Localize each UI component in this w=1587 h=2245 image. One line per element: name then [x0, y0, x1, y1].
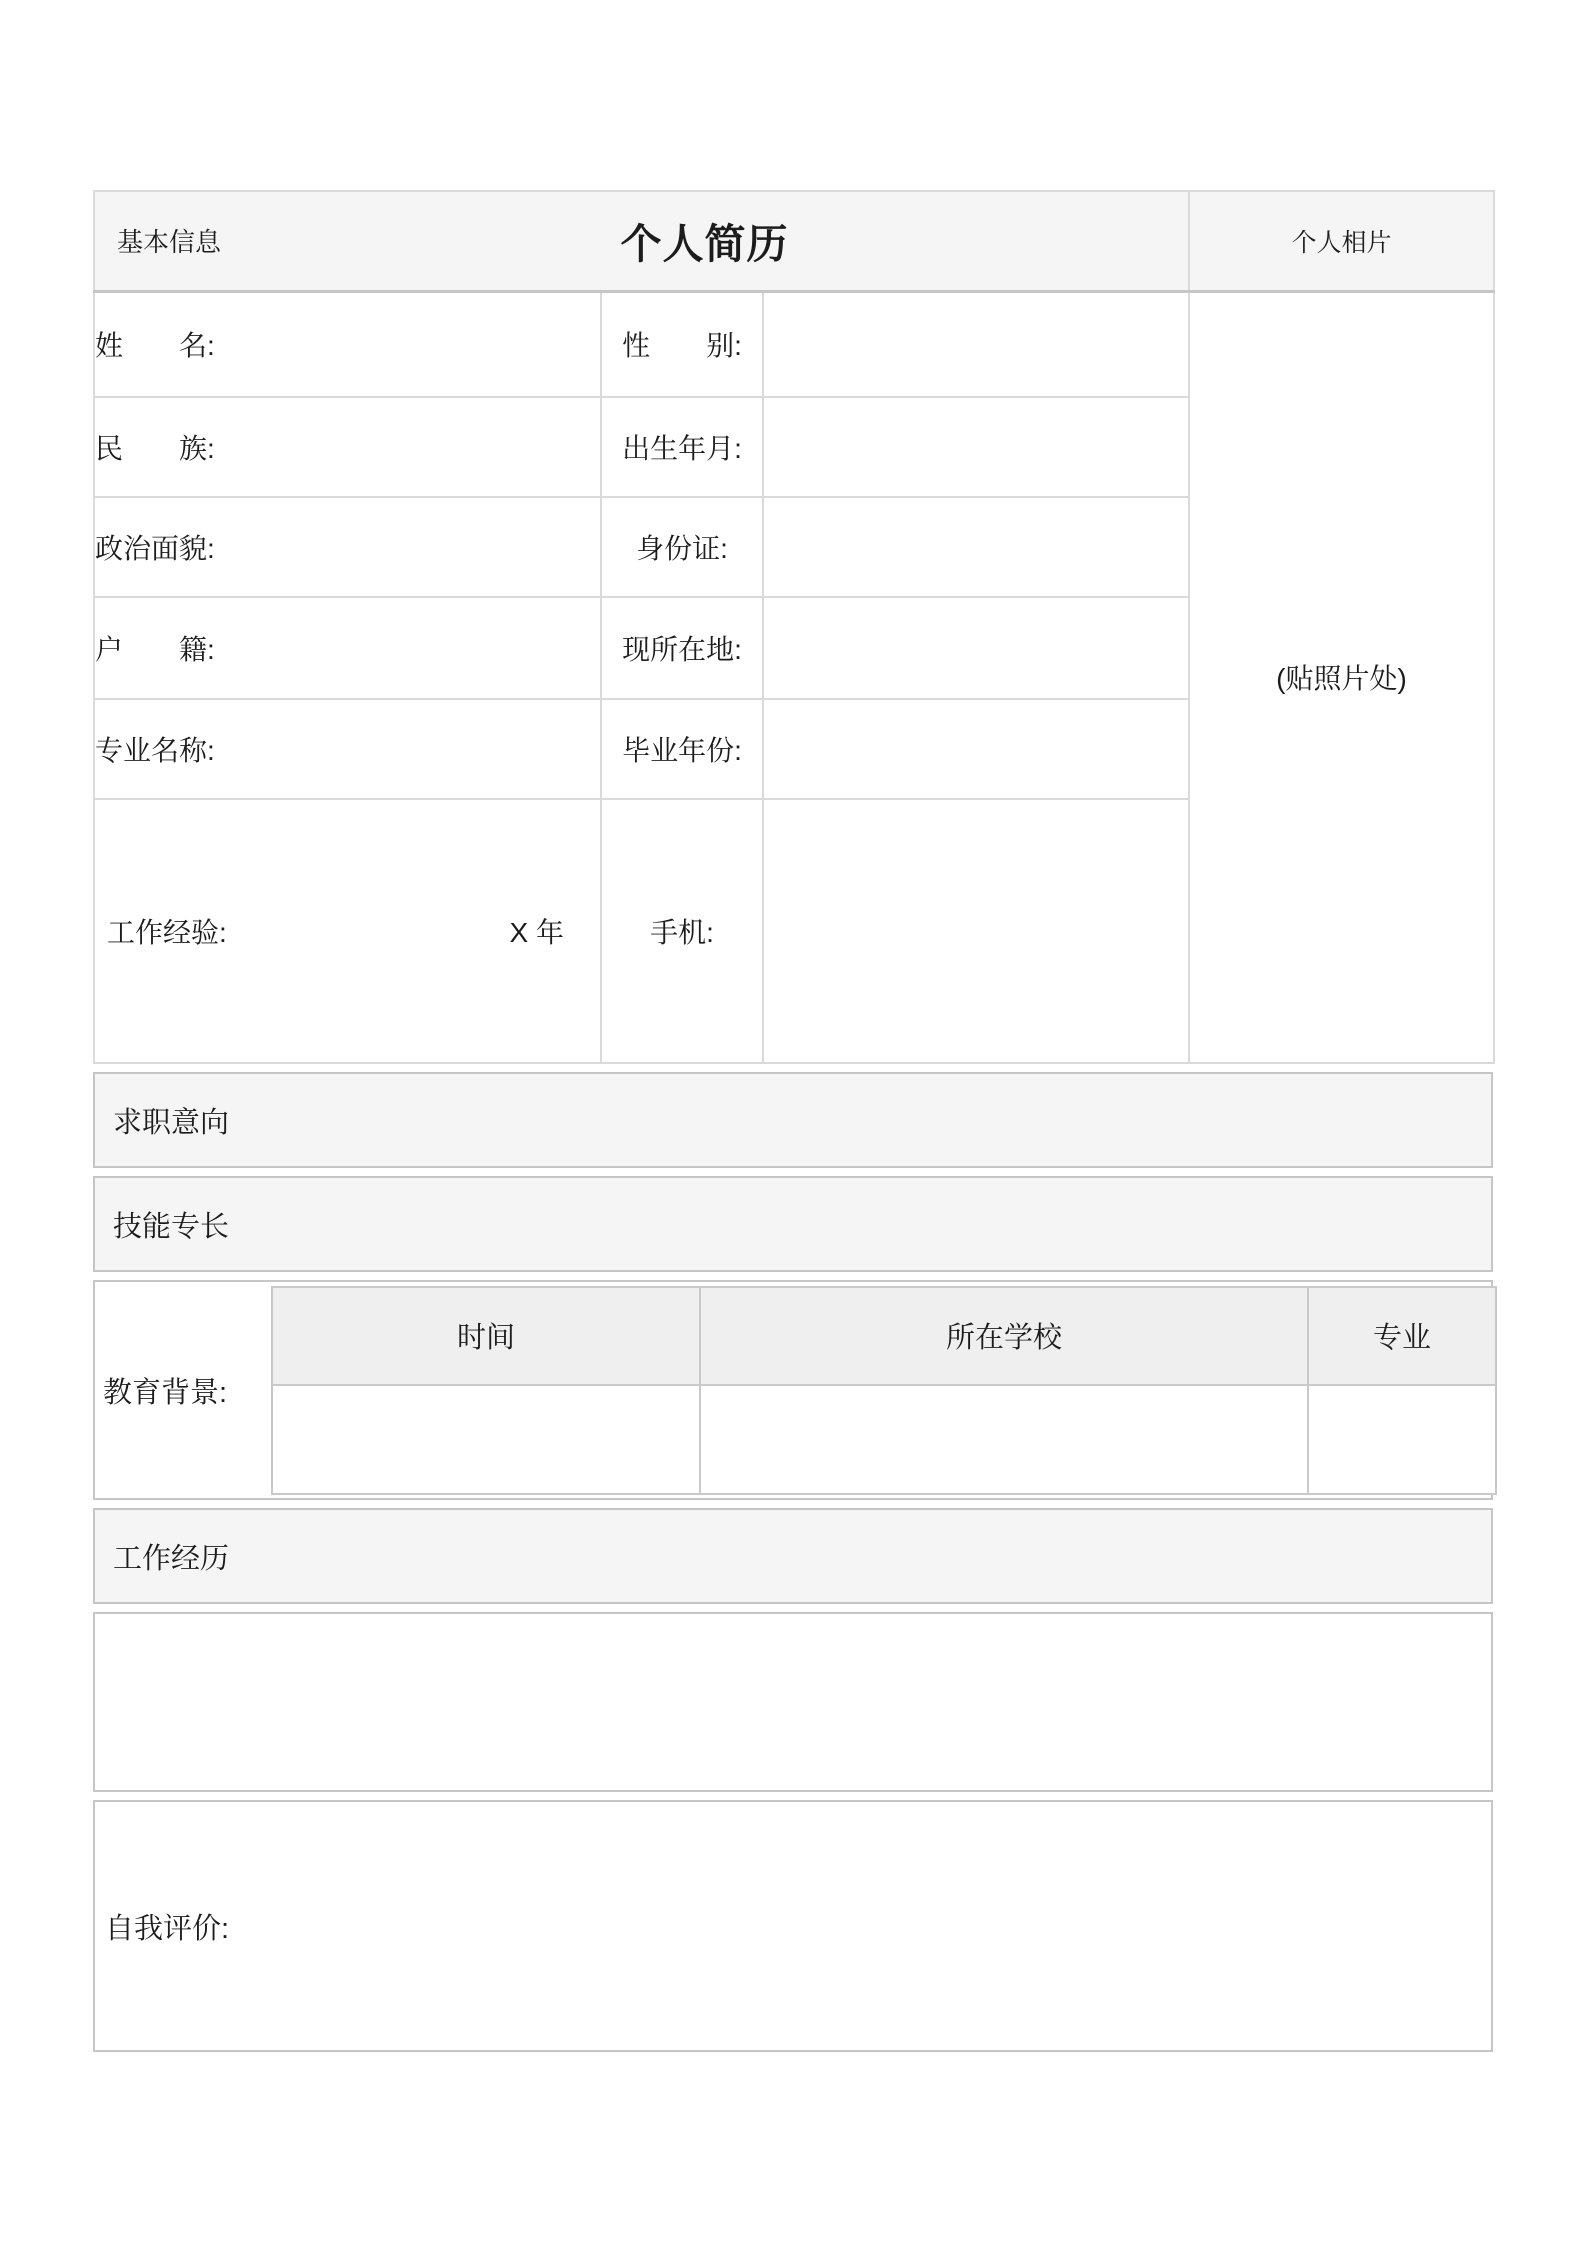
graduation-year-label: 毕业年份: [601, 699, 763, 799]
education-col-school: 所在学校 [700, 1287, 1308, 1385]
basic-info-section-label: 基本信息 [117, 227, 222, 258]
section-work-experience [93, 1508, 1493, 1604]
experience-cell [94, 799, 601, 1063]
major-name-label: 专业名称: [94, 699, 601, 799]
work-experience-years-value: X 年 [509, 917, 564, 948]
education-col-time: 时间 [272, 1287, 700, 1385]
birth-date-value-cell [763, 397, 1189, 497]
resume-document [93, 190, 1493, 2052]
id-card-label: 身份证: [601, 497, 763, 597]
political-status-label: 政治面貌: [94, 497, 601, 597]
gender-label: 性 别: [601, 291, 763, 397]
photo-placeholder-cell: (贴照片处) [1189, 291, 1494, 1063]
education-time-cell [272, 1385, 700, 1494]
experience-flex [95, 911, 600, 951]
household-registry-label: 户 籍: [94, 597, 601, 699]
education-table-body-row [272, 1385, 1496, 1494]
work-experience-content-area [93, 1612, 1493, 1792]
education-table [271, 1286, 1497, 1495]
section-self-evaluation [93, 1800, 1493, 2052]
gender-value-cell [763, 291, 1189, 397]
header-row [94, 191, 1494, 291]
mobile-value-cell [763, 799, 1189, 1063]
education-table-header-row [272, 1287, 1496, 1385]
field-row-name-gender [94, 291, 1494, 397]
header-flex [95, 211, 1188, 270]
skills-label: 技能专长 [113, 1210, 230, 1243]
education-school-cell [700, 1385, 1308, 1494]
resume-title: 个人简历 [620, 221, 789, 268]
work-experience-label: 工作经验: [107, 917, 227, 948]
header-cell [94, 191, 1189, 291]
photo-header-cell: 个人相片 [1189, 191, 1494, 291]
section-job-intention [93, 1072, 1493, 1168]
self-evaluation-label: 自我评价: [105, 1912, 230, 1945]
section-skills [93, 1176, 1493, 1272]
id-card-value-cell [763, 497, 1189, 597]
current-location-label: 现所在地: [601, 597, 763, 699]
name-label: 姓 名: [94, 291, 601, 397]
education-major-cell [1308, 1385, 1496, 1494]
section-education [93, 1280, 1493, 1500]
education-col-major: 专业 [1308, 1287, 1496, 1385]
basic-info-table [93, 190, 1495, 1064]
education-label: 教育背景: [103, 1376, 228, 1409]
graduation-year-value-cell [763, 699, 1189, 799]
ethnicity-label: 民 族: [94, 397, 601, 497]
work-experience-section-label: 工作经历 [113, 1542, 230, 1575]
current-location-value-cell [763, 597, 1189, 699]
birth-date-label: 出生年月: [601, 397, 763, 497]
mobile-label: 手机: [601, 799, 763, 1063]
job-intention-label: 求职意向 [113, 1106, 230, 1139]
